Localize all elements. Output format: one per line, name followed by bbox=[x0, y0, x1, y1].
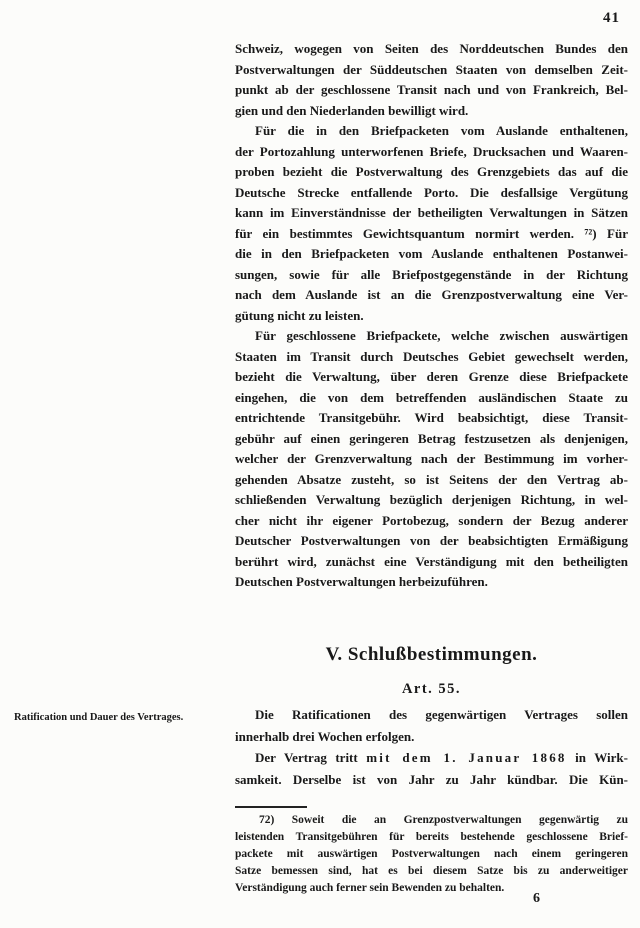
paragraph-continuation bbox=[235, 39, 628, 121]
footnote-block bbox=[235, 812, 628, 897]
text-segment: in Wirk- bbox=[566, 750, 628, 765]
text-line: gehenden Absatze zusteht, so ist Seitens der den Vertrag ab- bbox=[235, 471, 628, 487]
text-line: entrichtende Transitgebühr. Wird beabsichtigt, diese Transit- bbox=[235, 410, 628, 425]
text-line: sungen, sowie für alle Briefpostgegenstände in der Richtung bbox=[235, 266, 628, 282]
text-line: 72) Soweit die an Grenzpostverwaltungen gegenwärtig zu bbox=[259, 814, 628, 826]
text-line: Verständigung auch ferner sein Bewenden zu behalten. bbox=[235, 882, 505, 894]
text-line: Postverwaltungen der Süddeutschen Staaten von demselben Zeit- bbox=[235, 61, 628, 77]
text-line: leistenden Transitgebühren für bereits bestehende geschlossene Brief- bbox=[235, 831, 628, 843]
text-line: gebühr auf einen geringeren Betrag festzusetzen als denjenigen, bbox=[235, 430, 628, 446]
text-line: Die Ratificationen des gegenwärtigen Vertrages sollen bbox=[255, 707, 628, 722]
text-line: nach dem Auslande ist an die Grenzpostverwaltung eine Ver- bbox=[235, 287, 628, 302]
text-line: bezieht die Verwaltung, über deren Grenze diese Briefpackete bbox=[235, 369, 628, 384]
main-text-column bbox=[235, 39, 628, 593]
text-line: der Portozahlung unterworfenen Briefe, Drucksachen und Waaren- bbox=[235, 143, 628, 159]
margin-note: Ratification und Dauer des Vertrages. bbox=[14, 712, 184, 723]
footnote-separator-rule bbox=[235, 806, 307, 808]
text-line: Für geschlossene Briefpackete, welche zwischen auswärtigen bbox=[255, 328, 628, 343]
text-line: proben bezieht die Postverwaltung des Grenzgebiets das auf die bbox=[235, 164, 628, 179]
text-line: Deutsche Strecke entfallende Porto. Die desfallsige Vergütung bbox=[235, 184, 628, 200]
signature-mark: 6 bbox=[533, 891, 540, 906]
text-line: Schweiz, wogegen von Seiten des Norddeutschen Bundes den bbox=[235, 41, 628, 56]
text-line: eingehen, die von dem betreffenden ausländischen Staate zu bbox=[235, 389, 628, 405]
text-segment: Der Vertrag tritt bbox=[255, 750, 367, 765]
closing-text-block bbox=[235, 704, 628, 790]
text-line: welcher der Grenzverwaltung nach der Bestimmung im vorher- bbox=[235, 451, 628, 466]
article-heading: Art. 55. bbox=[401, 681, 462, 697]
text-line: cher nicht ihr eigener Portobezug, sondern der Bezug anderer bbox=[235, 512, 628, 528]
section-heading: V. Schlußbestimmungen. bbox=[325, 644, 538, 665]
footnote-72 bbox=[235, 812, 628, 897]
text-line: samkeit. Derselbe ist von Jahr zu Jahr kündbar. Die Kün- bbox=[235, 771, 628, 787]
page-number: 41 bbox=[603, 10, 620, 26]
text-line: schließenden Verwaltung bezüglich derjenigen Richtung, in wel- bbox=[235, 492, 628, 507]
text-line: Satze bemessen sind, hat es bei diesem Satze bis zu anderweitiger bbox=[235, 865, 628, 877]
text-line: Für die in den Briefpacketen vom Auslande enthaltenen, bbox=[255, 123, 628, 138]
text-line: gütung nicht zu leisten. bbox=[235, 307, 364, 323]
text-line: die in den Briefpacketen vom Auslande enthaltenen Postanwei- bbox=[235, 246, 628, 261]
letterspaced-text: mit dem 1. Januar 1868 bbox=[366, 750, 567, 765]
text-line: Deutschen Postverwaltungen herbeizuführen. bbox=[235, 574, 488, 589]
text-line: gien und den Niederlanden bewilligt wird. bbox=[235, 102, 469, 118]
paragraph-briefpackete-porto bbox=[235, 121, 628, 326]
text-line: punkt ab der geschlossene Transit nach und von Frankreich, Bel- bbox=[235, 82, 628, 97]
paragraph-ratification bbox=[235, 704, 628, 747]
text-line bbox=[235, 747, 628, 769]
text-line: packete mit auswärtigen Postverwaltungen nach einem geringeren bbox=[235, 848, 628, 860]
text-line: kann im Einverständnisse der betheiligten Verwaltungen in Sätzen bbox=[235, 205, 628, 220]
text-line: Staaten im Transit durch Deutsches Gebiet gewechselt werden, bbox=[235, 348, 628, 364]
text-line: innerhalb drei Wochen erfolgen. bbox=[235, 728, 415, 744]
text-line: berührt wird, zunächst eine Verständigung mit den betheiligten bbox=[235, 553, 628, 569]
text-line: für ein bestimmtes Gewichtsquantum normirt werden. ⁷²) Für bbox=[235, 225, 628, 241]
paragraph-inkrafttreten bbox=[235, 747, 628, 790]
text-line: Deutscher Postverwaltungen von der beabsichtigten Ermäßigung bbox=[235, 533, 628, 548]
paragraph-transitgebuehr bbox=[235, 326, 628, 593]
